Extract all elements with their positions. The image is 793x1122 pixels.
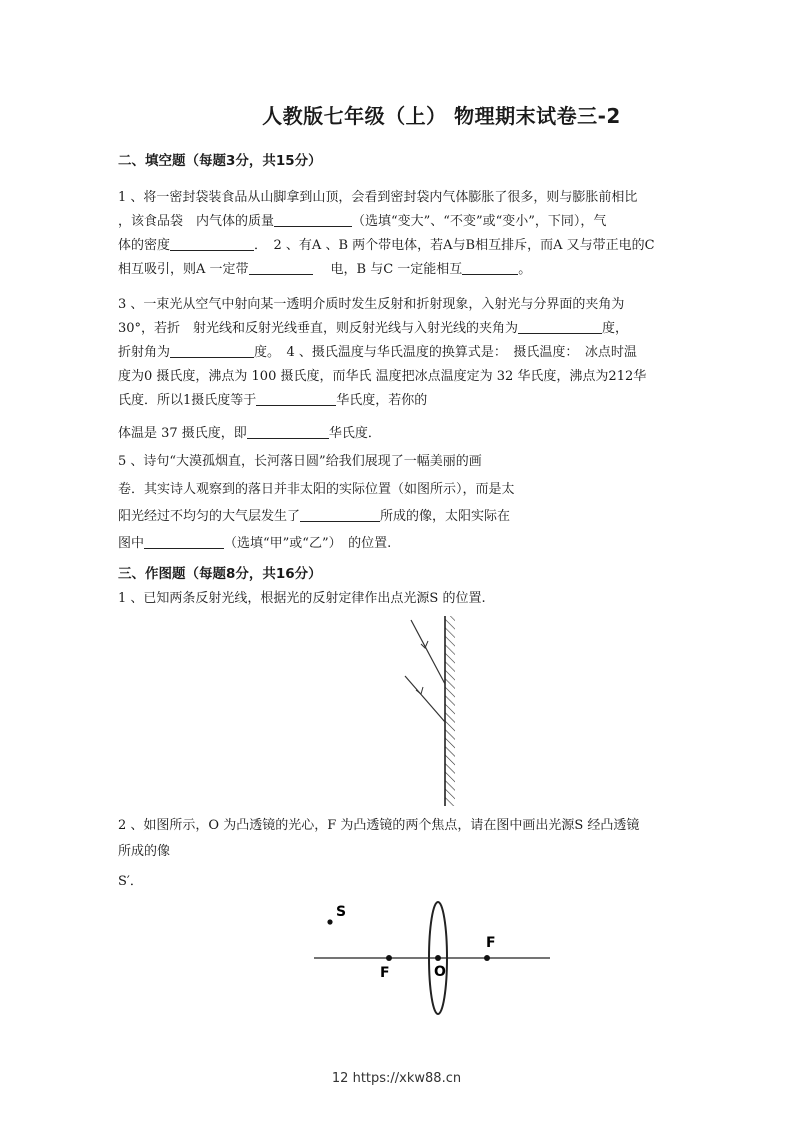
- q3-line-2: 30°，若折 射光线和反射光线垂直，则反射光线与入射光线的夹角为 度，: [118, 321, 629, 336]
- q5-line-1: 5 、诗句“大漠孤烟直，长河落日圆”给我们展现了一幅美丽的画: [118, 454, 482, 469]
- question-5-paragraph: [118, 450, 515, 556]
- center-label: O: [434, 964, 446, 980]
- left-focus-label: F: [380, 965, 390, 981]
- q3-line-1: 3 、一束光从空气中射向某一透明介质时发生反射和折射现象，入射光与分界面的夹角为: [118, 297, 625, 312]
- q5-line-4: 图中 （选填“甲”或“乙”） 的位置.: [118, 536, 392, 551]
- answer-blank: [256, 391, 336, 406]
- q3-line-5: 氏度．所以1摄氏度等于 华氏度，若你的: [118, 393, 428, 408]
- q1-line-2: ，该食品袋 内气体的质量 （选填“变大”、“不变”或“变小”，下同），气: [118, 214, 607, 229]
- page-footer: 12 https://xkw88.cn: [331, 1071, 462, 1086]
- question-1-paragraph: [118, 186, 655, 282]
- q1-line-3: 体的密度 ． 2 、有A 、B 两个带电体，若A与B相互排斥，而A 又与带正电的C: [118, 238, 655, 253]
- q3-line-3: 折射角为 度。 4 、摄氏温度与华氏温度的换算式是： 摄氏温度： 冰点时温: [118, 345, 637, 360]
- light-source-point: [327, 919, 332, 924]
- convex-lens-figure: [310, 895, 560, 1015]
- answer-blank: [462, 260, 518, 275]
- q1-line-4: 相互吸引，则A 一定带 电，B 与C 一定能相互 。: [118, 262, 532, 277]
- answer-blank: [300, 507, 380, 522]
- mirror-reflection-figure: [395, 612, 465, 808]
- left-focus-point: [386, 955, 392, 961]
- section-heading-drawing: 三、作图题（每题8分，共16分）: [118, 566, 322, 582]
- answer-blank: [170, 236, 254, 251]
- answer-blank: [249, 260, 313, 275]
- right-focus-label: F: [486, 935, 496, 951]
- question-3-paragraph: [118, 293, 646, 413]
- answer-blank: [144, 534, 224, 549]
- answer-blank: [274, 212, 352, 227]
- answer-blank: [247, 424, 329, 439]
- mirror-hatching: [445, 616, 455, 806]
- reflected-ray-2: [405, 676, 445, 722]
- q3-line-6: 体温是 37 摄氏度，即 华氏度．: [118, 426, 381, 441]
- page-title: 人教版七年级（上） 物理期末试卷三-2: [262, 104, 621, 128]
- drawing-question-2: 2 、如图所示，O 为凸透镜的光心，F 为凸透镜的两个焦点，请在图中画出光源S 经凸透镜 所成的像 S′．: [118, 818, 640, 889]
- optical-center-point: [435, 955, 441, 961]
- section-heading-fill-in: 二、填空题（每题3分，共15分）: [118, 153, 322, 169]
- q1-line-1: 1 、将一密封袋装食品从山脚拿到山顶，会看到密封袋内气体膨胀了很多，则与膨胀前相比: [118, 190, 638, 205]
- ray-arrow-2: [416, 687, 423, 694]
- right-focus-point: [484, 955, 490, 961]
- q5-line-3: 阳光经过不均匀的大气层发生了 所成的像，太阳实际在: [118, 509, 511, 524]
- q3-line-4: 度为0 摄氏度，沸点为 100 摄氏度，而华氏 温度把冰点温度定为 32 华氏度，沸点为212华: [118, 369, 647, 384]
- q5-line-2: 卷．其实诗人观察到的落日并非太阳的实际位置（如图所示），而是太: [118, 482, 515, 497]
- answer-blank: [170, 343, 254, 358]
- source-label: S: [336, 904, 347, 920]
- answer-blank: [518, 319, 602, 334]
- drawing-question-1: 1 、已知两条反射光线，根据光的反射定律作出点光源S 的位置.: [118, 591, 486, 606]
- reflected-ray-1: [411, 620, 445, 684]
